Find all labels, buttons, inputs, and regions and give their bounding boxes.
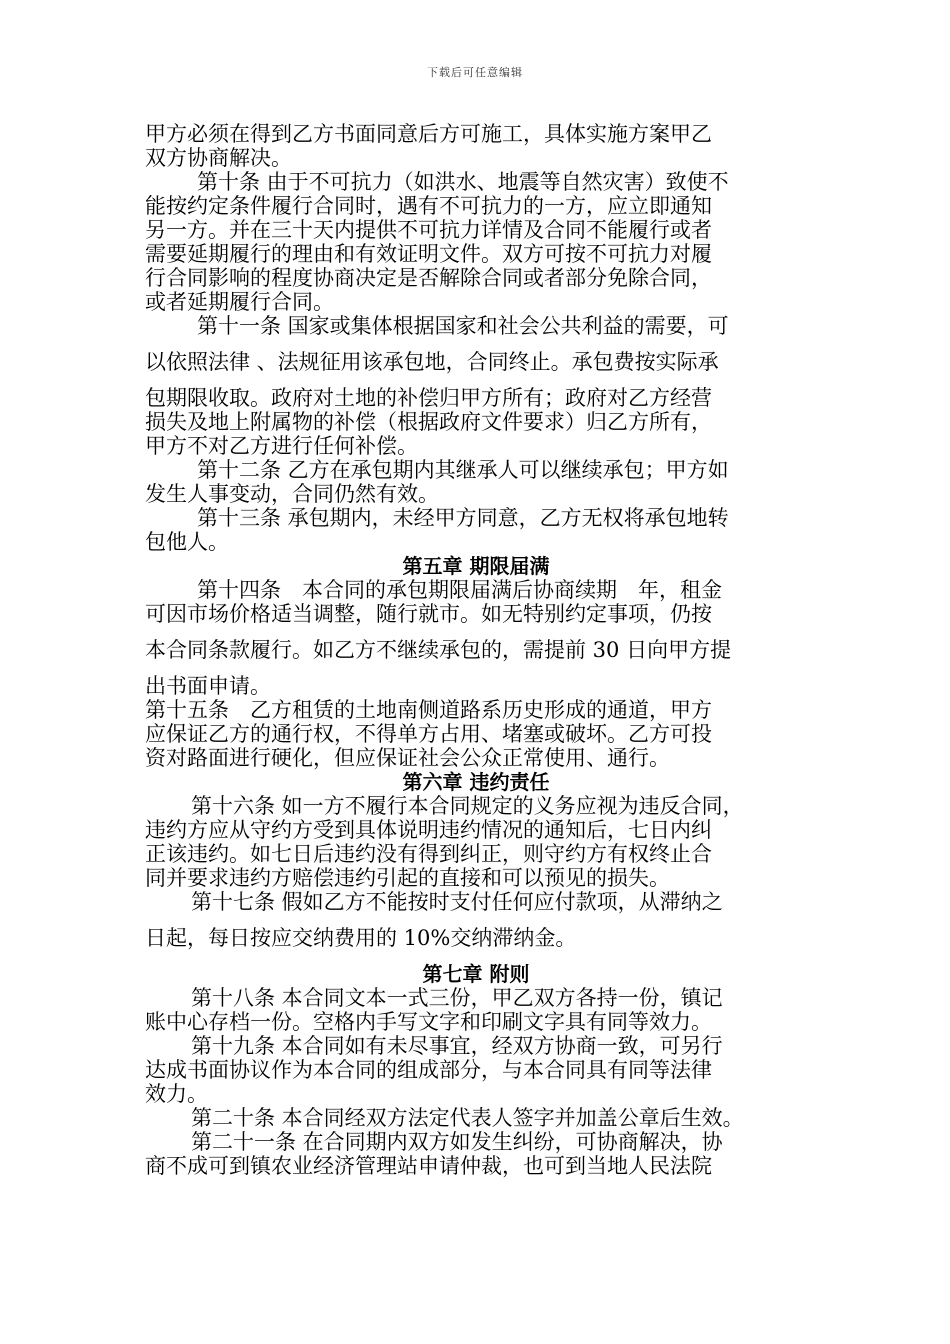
- text-line: 账中心存档一份。空格内手写文字和印刷文字具有同等效力。: [145, 1010, 712, 1034]
- text-line: 第十六条 如一方不履行本合同规定的义务应视为违反合同，: [191, 794, 744, 818]
- text-line: 需要延期履行的理由和有效证明文件。双方可按不可抗力对履: [145, 242, 712, 266]
- text-line: 损失及地上附属物的补偿（根据政府文件要求）归乙方所有，: [145, 410, 712, 434]
- text-line: 甲方不对乙方进行任何补偿。: [145, 434, 418, 458]
- text-line: 第十五条 乙方租赁的土地南侧道路系历史形成的通道，甲方: [145, 698, 712, 722]
- text-line: 行合同影响的程度协商决定是否解除合同或者部分免除合同，: [145, 266, 712, 290]
- text-line: 资对路面进行硬化，但应保证社会公众正常使用、通行。: [145, 746, 670, 770]
- text-line: 能按约定条件履行合同时，遇有不可抗力的一方，应立即通知: [145, 194, 712, 218]
- text-line: 违约方应从守约方受到具体说明违约情况的通知后，七日内纠: [145, 818, 712, 842]
- text-line: 商不成可到镇农业经济管理站申请仲裁，也可到当地人民法院: [145, 1154, 712, 1178]
- text-line: 第十一条 国家或集体根据国家和社会公共利益的需要，可: [197, 314, 729, 338]
- text-line: 第十二条 乙方在承包期内其继承人可以继续承包；甲方如: [197, 458, 729, 482]
- text-line: 正该违约。如七日后违约没有得到纠正，则守约方有权终止合: [145, 842, 712, 866]
- text-line: 包他人。: [145, 530, 229, 554]
- text-line: 甲方必须在得到乙方书面同意后方可施工，具体实施方案甲乙: [145, 122, 712, 146]
- text-line: 发生人事变动，合同仍然有效。: [145, 482, 439, 506]
- text-line: 第十九条 本合同如有未尽事宜，经双方协商一致，可另行: [191, 1034, 723, 1058]
- text-line: 第十条 由于不可抗力（如洪水、地震等自然灾害）致使不: [197, 170, 729, 194]
- text-line: 应保证乙方的通行权，不得单方占用、堵塞或破坏。乙方可投: [145, 722, 712, 746]
- text-line: 本合同条款履行。如乙方不继续承包的，需提前 30 日向甲方提: [145, 638, 732, 662]
- chapter-heading: 第五章 期限届满: [402, 554, 550, 578]
- text-line: 第十四条 本合同的承包期限届满后协商续期 年，租金: [197, 578, 722, 602]
- text-line: 或者延期履行合同。: [145, 290, 334, 314]
- text-line: 日起，每日按应交纳费用的 10%交纳滞纳金。: [145, 926, 577, 950]
- text-line: 第十三条 承包期内，未经甲方同意，乙方无权将承包地转: [197, 506, 729, 530]
- text-line: 第十七条 假如乙方不能按时支付任何应付款项，从滞纳之: [191, 890, 723, 914]
- text-line: 可因市场价格适当调整，随行就市。如无特别约定事项，仍按: [145, 602, 712, 626]
- text-line: 效力。: [145, 1082, 208, 1106]
- chapter-heading: 第七章 附则: [422, 962, 530, 986]
- text-line: 第二十条 本合同经双方法定代表人签字并加盖公章后生效。: [191, 1106, 744, 1130]
- page-header-note: 下载后可任意编辑: [427, 66, 523, 79]
- document-body: [145, 122, 807, 1178]
- text-line: 包期限收取。政府对土地的补偿归甲方所有；政府对乙方经营: [145, 386, 712, 410]
- text-line: 出书面申请。: [145, 674, 271, 698]
- text-line: 达成书面协议作为本合同的组成部分，与本合同具有同等法律: [145, 1058, 712, 1082]
- text-line: 第十八条 本合同文本一式三份，甲乙双方各持一份，镇记: [191, 986, 723, 1010]
- text-line: 第二十一条 在合同期内双方如发生纠纷，可协商解决，协: [191, 1130, 723, 1154]
- text-line: 以依照法律 、法规征用该承包地，合同终止。承包费按实际承: [145, 350, 719, 374]
- text-line: 同并要求违约方赔偿违约引起的直接和可以预见的损失。: [145, 866, 670, 890]
- chapter-heading: 第六章 违约责任: [402, 770, 550, 794]
- text-line: 双方协商解决。: [145, 146, 292, 170]
- text-line: 另一方。并在三十天内提供不可抗力详情及合同不能履行或者: [145, 218, 712, 242]
